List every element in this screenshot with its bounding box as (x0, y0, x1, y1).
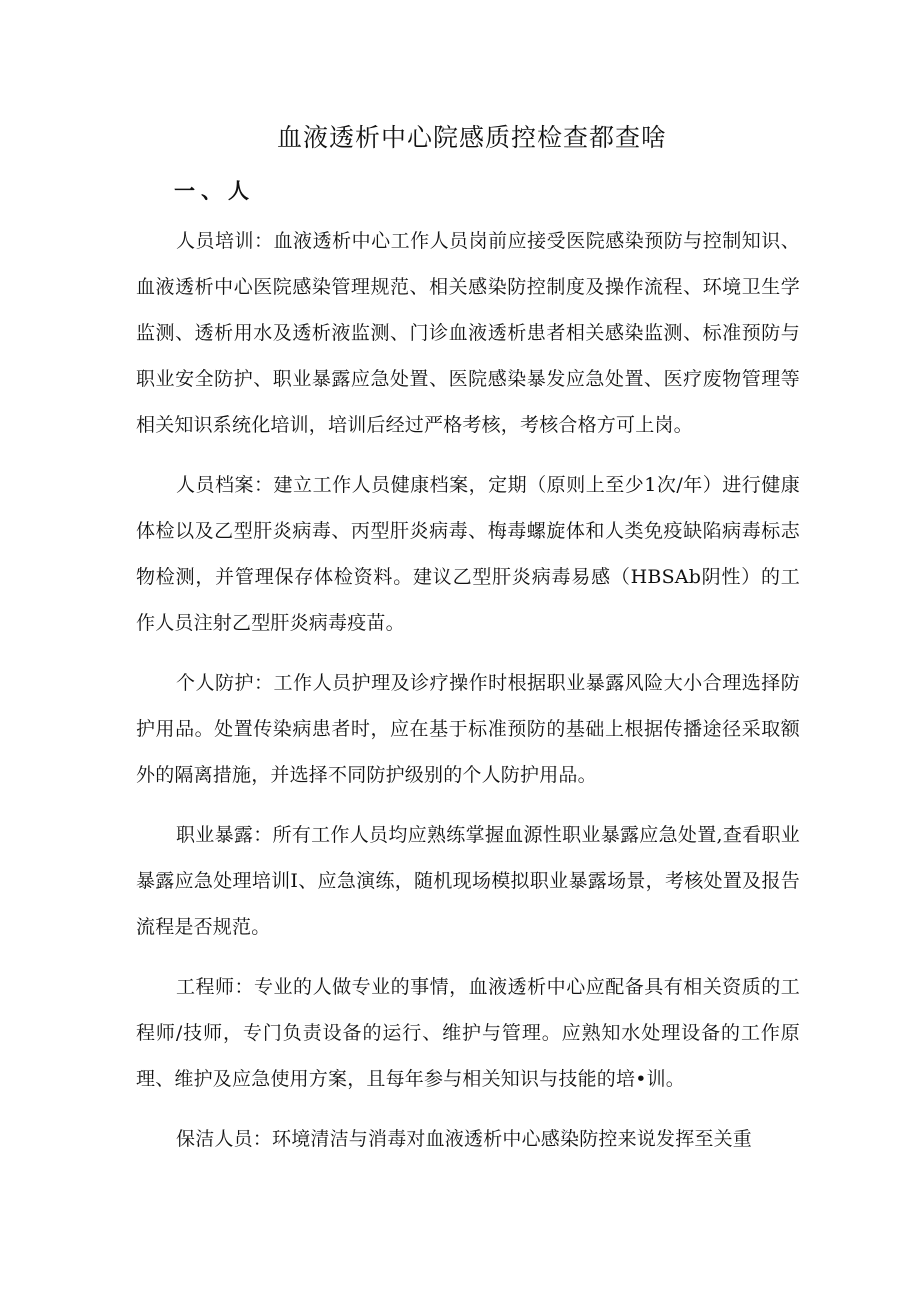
paragraph-cleaning-staff: 保洁人员：环境清洁与消毒对血液透析中心感染防控来说发挥至关重 (176, 1128, 753, 1150)
paragraph-engineer: 工程师：专业的人做专业的事情，血液透析中心应配备具有相关资质的工程师/技师，专门负责设备的运行、维护与管理。应熟知水处理设备的工作原理、维护及应急使用方案，且每年参与相关知识与技能的培•训。 (136, 976, 800, 1090)
paragraph-occupational-exposure: 职业暴露：所有工作人员均应熟练掌握血源性职业暴露应急处置,查看职业暴露应急处理培训I、应急演练，随机现场模拟职业暴露场景，考核处置及报告流程是否规范。 (136, 824, 800, 938)
paragraph-staff-training: 人员培训：血液透析中心工作人员岗前应接受医院感染预防与控制知识、血液透析中心医院感染管理规范、相关感染防控制度及操作流程、环境卫生学监测、透析用水及透析液监测、门诊血液透析患者相关感染监测、标准预防与职业安全防护、职业暴露应急处置、医院感染暴发应急处置、医疗废物管理等相关知识系统化培训，培训后经过严格考核，考核合格方可上岗。 (136, 230, 800, 436)
paragraph-personal-protection: 个人防护：工作人员护理及诊疗操作时根据职业暴露风险大小合理选择防护用品。处置传染病患者时，应在基于标准预防的基础上根据传播途径采取额外的隔离措施，并选择不同防护级别的个人防护用品。 (136, 672, 800, 786)
document-title: 血液透析中心院感质控检查都查啥 (276, 123, 667, 152)
section-heading-people: 一、人 (174, 178, 255, 203)
paragraph-staff-records: 人员档案：建立工作人员健康档案，定期（原则上至少1次/年）进行健康体检以及乙型肝炎病毒、丙型肝炎病毒、梅毒螺旋体和人类免疫缺陷病毒标志物检测，并管理保存体检资料。建议乙型肝炎病毒易感（HBSAb阴性）的工作人员注射乙型肝炎病毒疫苗。 (136, 474, 800, 634)
